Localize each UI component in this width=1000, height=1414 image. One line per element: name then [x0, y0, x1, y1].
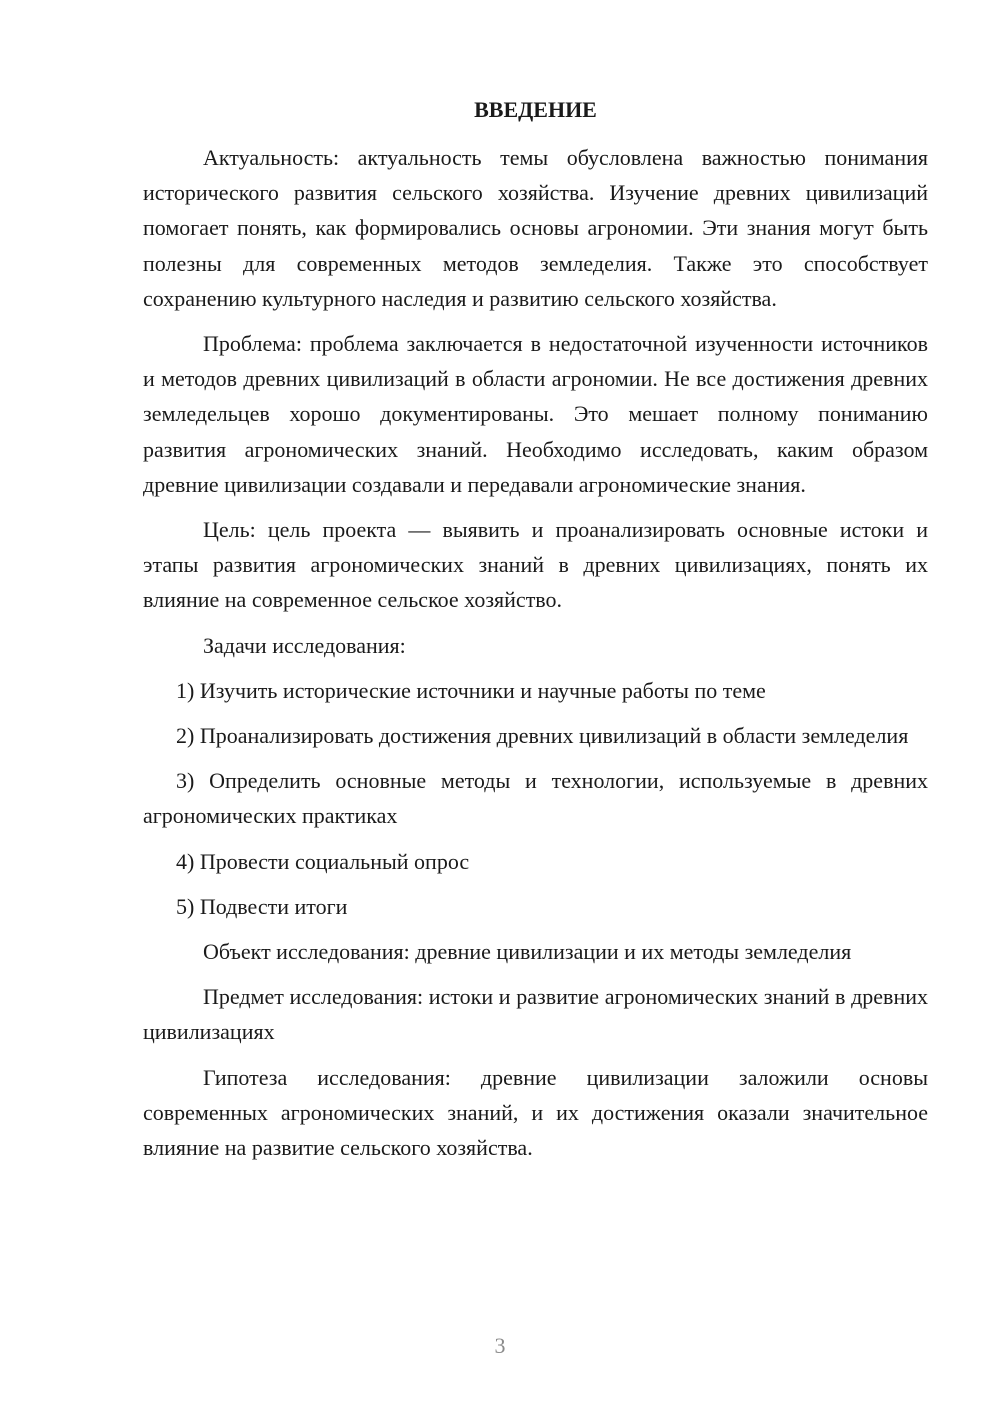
problem-paragraph: Проблема: проблема заключается в недостаточной изученности источников и методов древних цивилизаций в области агрономии. Не все достижения древних земледельцев хорошо документированы. Это мешает полному пониманию развития агрономических знаний. Необходимо исследовать, каким образом древние цивилизации создавали и передавали агрономические знания. [143, 331, 928, 497]
task-item-1: 1) Изучить исторические источники и научные работы по теме [176, 677, 766, 703]
object-paragraph: Объект исследования: древние цивилизации и их методы земледелия [203, 939, 852, 965]
page-number: 3 [494, 1333, 506, 1358]
task-item-3: 3) Определить основные методы и технологии, используемые в древних агрономических практиках [143, 768, 928, 829]
relevance-paragraph: Актуальность: актуальность темы обусловлена важностью понимания исторического развития сельского хозяйства. Изучение древних цивилизаций помогает понять, как формировались основы агрономии. Эти знания могут быть полезны для современных методов земледелия. Также это способствует сохранению культурного наследия и развитию сельского хозяйства. [143, 145, 928, 311]
tasks-title: Задачи исследования: [203, 632, 406, 658]
task-item-4: 4) Провести социальный опрос [176, 848, 470, 874]
subject-paragraph: Предмет исследования: истоки и развитие агрономических знаний в древних цивилизациях [143, 984, 928, 1045]
task-item-5: 5) Подвести итоги [176, 893, 348, 919]
document-page [143, 92, 928, 1175]
hypothesis-paragraph: Гипотеза исследования: древние цивилизации заложили основы современных агрономических знаний, и их достижения оказали значительное влияние на развитие сельского хозяйства. [143, 1064, 928, 1161]
goal-paragraph: Цель: цель проекта — выявить и проанализировать основные истоки и этапы развития агрономических знаний в древних цивилизациях, понять их влияние на современное сельское хозяйство. [143, 517, 928, 613]
section-heading: ВВЕДЕНИЕ [474, 97, 597, 122]
task-item-2: 2) Проанализировать достижения древних цивилизаций в области земледелия [176, 723, 909, 749]
